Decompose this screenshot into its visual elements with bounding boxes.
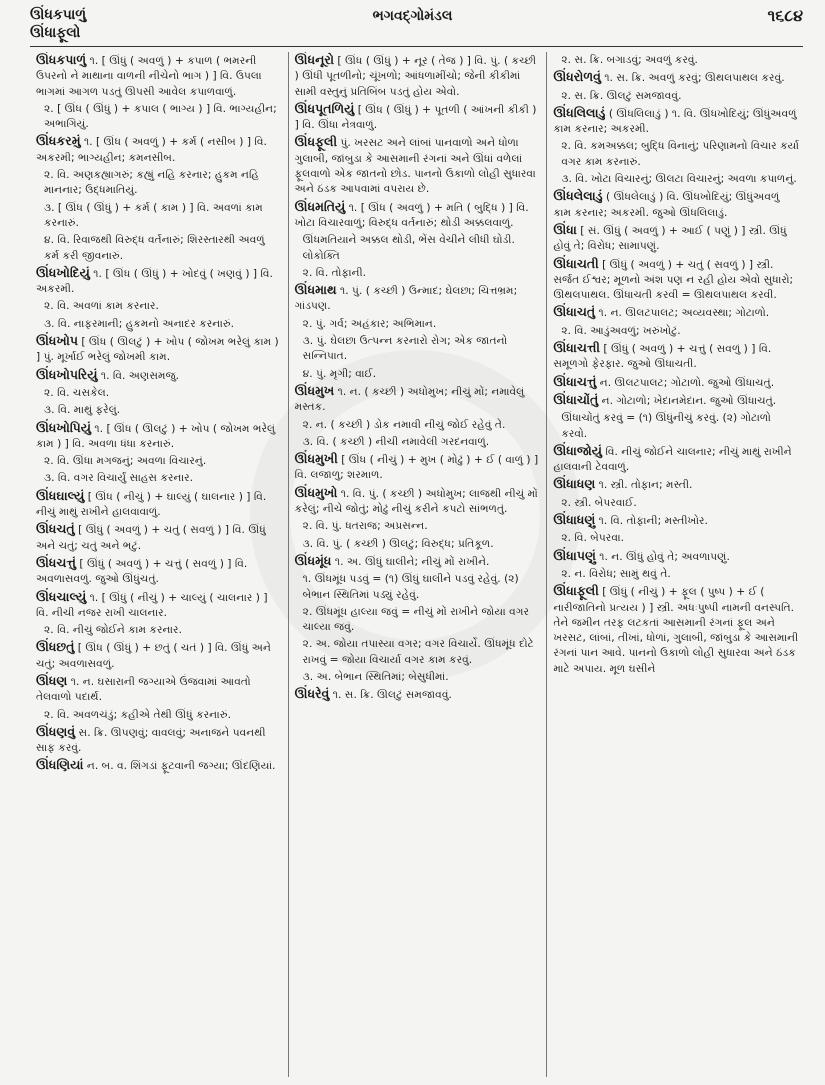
entry-definition: ૨. વિ. અણકહ્યાગરું; કહ્યું નહિ કરનાર; હુકમ નહિ માનનાર; ઉદ્ધમાતિયું.	[44, 168, 259, 197]
entry-definition: ૨. સ. ક્રિ. ઊલટું સમજાવવું.	[561, 88, 682, 102]
dictionary-entry	[36, 52, 282, 99]
entry-headword: ઊંધાધણું	[553, 512, 596, 528]
entry-sense	[303, 333, 541, 364]
dictionary-entry	[36, 488, 282, 520]
entry-definition: [ ઊંધ ( ઊંધું ) + પૂતળી ( આંખની કીકી ) ] વિ. ઊંધા નેત્રવાળું.	[294, 102, 537, 132]
entry-definition: વિ. નીચું જોઈને ચાલનાર; નીચું માથું રાખીને હાલવાની ટેવવાળું.	[553, 444, 792, 474]
entry-definition: [ ઊંધ ( ઊંધું ) + છતું ( ચતં ) ] વિ. ઊંધું અને ચતું; અવળાસવળું.	[36, 641, 272, 670]
entry-definition: ૨. વિ. પું. ધતરાજ; અપ્રસન્ન.	[302, 519, 428, 533]
entry-definition: ન. ગોટાળો; ખેદાનમેદાન. જુઓ ઊંધાચતું.	[601, 393, 777, 407]
entry-sense	[44, 200, 282, 231]
entry-definition: ૩. વિ. પું. ( કચ્છી ) ઊલટું; વિરુદ્ધ; પ્રતિકૂળ.	[302, 536, 494, 550]
entry-definition: ૨. વિ. આડુંઅવળું; ખરુંખોટું.	[561, 323, 681, 337]
dictionary-entry	[36, 265, 282, 297]
dictionary-entry	[295, 451, 541, 483]
dictionary-entry	[553, 105, 799, 137]
dictionary-entry	[553, 443, 799, 475]
entry-sense	[44, 385, 282, 400]
page-number: ૧૬૮૪	[767, 6, 803, 25]
entry-definition: ૪. વિ. રિવાજથી વિરુદ્ધ વર્તનારું; શિરસ્તારથી અવળું કર્મ કરી જીવનારું.	[44, 233, 265, 262]
entry-headword: ઊંધમુખી	[294, 451, 338, 467]
entry-headword: ઊંધરેવું	[294, 686, 330, 702]
entry-definition: ( ઊંધલિલાડું ) ૧. વિ. ઊંધખોદિયું; ઊંધુંઅવળું કામ કરનાર; અકરમી.	[553, 106, 797, 136]
dictionary-entry	[553, 583, 799, 676]
entry-headword: ઊંધમાથ	[294, 282, 337, 298]
entry-definition: [ ઊંધ ( ઊલટું ) + ખોપ ( જોખમ ભરેલું કામ ) ] પું. મૂર્ખાઈ ભરેલું જોખમી કામ.	[36, 335, 279, 364]
entry-headword: ઊંધમૂંધ	[294, 552, 332, 568]
dictionary-entry	[553, 512, 799, 528]
entry-headword: ઊંધછતું	[36, 639, 75, 655]
entry-definition: ૨. વિ. તોફાની.	[302, 265, 367, 279]
entry-definition: ૧. વિ. અણસમજુ.	[100, 368, 180, 382]
entry-definition: ૩. વિ. નાફરમાની; હુકમનો અનાદર કરનારું.	[44, 316, 235, 330]
entry-sense	[303, 316, 541, 331]
dictionary-entry	[295, 686, 541, 702]
dictionary-entry	[295, 134, 541, 196]
running-headword-last: ઊંધાફૂલો	[30, 25, 81, 41]
dictionary-entry	[553, 256, 799, 303]
entry-headword: ઊંધમુખો	[294, 484, 338, 500]
dictionary-entry	[295, 553, 541, 569]
entry-definition: ૩. પું. ઘેલછા ઉત્પન્ન કરનારો રોગ; એક જાતનો સન્નિપાત.	[302, 334, 508, 363]
entry-definition: ૧. ન. ઘસારાની જગ્યાએ ઉંજવામાં આવતો તેલવાળો પદાર્થ.	[36, 674, 251, 704]
entry-headword: ઊંધાચતું	[553, 304, 596, 320]
entry-definition: [ ઊંધું ( નીચું ) + ફૂલ ( પુષ્પ ) + ઈ ( નારીજાતિનો પ્રત્યય ) ] સ્ત્રી. અધઃપુષ્પી નામની વનસ્પતિ. તેને જમીન તરફ લટકતાં આસમાની રંગનાં ફૂલ અને ખરસટ, લાંબાં, તીખાં, ધોળાં, ગુલાબી, જાંબુડા કે આસમાની રંગનાં પાન આવે. પાનનો ઉકાળો લોહી સુધારવા અને ઠંડક માટે અપાય. મૂળ ઘસીને	[553, 585, 799, 675]
entry-headword: ઊંધાચત્તી	[553, 340, 600, 356]
entry-sense	[44, 402, 282, 417]
entry-headword: ઊંધનૂરો	[294, 52, 334, 67]
entry-headword: ઊંધાફૂલી	[553, 583, 599, 599]
dictionary-entry	[36, 757, 282, 773]
entry-definition: [ ઊંધ ( નીચું ) + મુખ ( મોઢું ) + ઈ ( વાળું ) ] વિ. લજાળુ; શરમાળ.	[294, 453, 539, 482]
entry-headword: ઊંધમતિયું	[294, 198, 346, 214]
dictionary-entry	[553, 548, 799, 564]
entry-sense	[303, 232, 541, 263]
entry-sense	[303, 636, 541, 667]
entry-headword: ઊંધકપાળું	[36, 52, 87, 67]
entry-headword: ઊંધમુખ	[294, 382, 335, 398]
column-3	[546, 52, 805, 1077]
dictionary-entry	[553, 222, 799, 254]
entry-definition: ૩. [ ઊંધ ( ઊંધું ) + કર્મ ( કામ ) ] વિ. અવળાં કામ કરનારું.	[44, 200, 263, 229]
dictionary-entry	[553, 374, 799, 390]
entry-definition: ૨. અ. જોયા તપાસ્યા વગર; વગર વિચાર્યે. ઊંધમૂંધ દોટે રાખવું = જોયા વિચાર્યા વગર કામ કરવું.	[302, 637, 534, 666]
entry-definition: ૧. [ ઊંધું ( નીચું ) + ચાલ્યું ( ચાલનાર ) ] વિ. નીચી નજર રાખી ચાલનાર.	[36, 590, 268, 619]
entry-definition: [ સં. ઊંધું ( અવળું ) + આઈ ( પણું ) ] સ્ત્રી. ઊંધું હોવું તે; વિરોધ; સામાપણું.	[553, 223, 787, 253]
entry-definition: ૧. ન. ( કચ્છી ) અધોમુખ; નીચું મોં; નમાવેલું મસ્તક.	[294, 384, 525, 414]
entry-headword: ઊંધલિલાડું	[553, 104, 606, 120]
entry-definition: સ. ક્રિ. ઊપણવું; વાવલવું; અનાજને પવનથી સાફ કરવું.	[36, 725, 266, 755]
entry-headword: ઊંધચાલ્યું	[36, 588, 87, 604]
entry-definition: [ ઊંધું ( અવળું ) + ચત્તું ( સવળું ) ] વિ. અવળાસવળું. જુઓ ઊંધુંચતું.	[36, 556, 248, 586]
entry-sense	[44, 232, 282, 263]
entry-headword: ઊંધણ	[36, 672, 68, 688]
entry-definition: ૧. સ્ત્રી. તોફાન; મસ્તી.	[598, 478, 693, 492]
entry-headword: ઊંધલેલાડું	[553, 188, 603, 204]
entry-definition: ૨. વિ. અવળાં કામ કરનાર.	[44, 299, 159, 313]
entry-definition: ૧. ન. ઊંધું હોવું તે; અવળાપણું.	[599, 549, 730, 563]
entry-definition: ઊંધમતિયાને અક્કલ થોડી, ભેંસ વેચીને લીધી ઘોડી. લોકોક્તિ	[302, 233, 515, 262]
entry-headword: ઊંધા	[553, 221, 577, 237]
entry-headword: ઊંધાચતી	[553, 255, 599, 271]
entry-sense	[303, 366, 541, 381]
entry-definition: ૨. સ. ક્રિ. બગાડવું; અવળું કરવું.	[561, 53, 698, 66]
entry-definition: ૧. ન. ઊલટપાલટ; અવ્યવસ્થા; ગોટાળો.	[598, 306, 770, 320]
dictionary-entry	[36, 420, 282, 452]
entry-headword: ઊંધાચોંતું	[553, 391, 599, 407]
entry-definition: ૨. વિ. બેપરવા.	[561, 531, 624, 545]
entry-definition: ૨. ન. ( કચ્છી ) ડોક નમાવી નીચું જોઈ રહેવું તે.	[302, 417, 506, 431]
entry-sense	[44, 101, 282, 132]
entry-definition: ( ઊંધલેલાડું ) વિ. ઊંધખોદિયું; ઊંધુંઅવળું કામ કરનાર; અકરમી. જુઓ ઊંધલિલાડું.	[553, 190, 780, 219]
column-2	[288, 52, 547, 1077]
column-1	[30, 52, 288, 1077]
entry-sense	[44, 316, 282, 331]
running-headword-first: ઊંધકપાળું	[30, 7, 87, 23]
entry-headword: ઊંધપૂતળિયું	[294, 100, 355, 116]
dictionary-entry	[295, 282, 541, 314]
entry-sense	[561, 171, 799, 186]
entry-definition: ૧. ઊંધમૂંધ પડવું = (૧) ઊંધું ઘાલીને પડવું રહેવું. (૨) બેભાન સ્થિતિમાં પડ્યું રહેવું.	[302, 572, 519, 601]
entry-headword: ઊંધકરમું	[36, 133, 81, 149]
entry-definition: ૩. વિ. માથું ફરેલું.	[44, 403, 121, 417]
dictionary-entry	[295, 52, 541, 99]
entry-definition: ૩. વિ. ( કચ્છી ) નીચી નમાવેલી ગરદનવાળું.	[302, 434, 490, 448]
entry-definition: ૧. [ ઊંધ ( ઊલટું ) + ખોપ ( જોખમ ભરેલું કામ ) ] વિ. અવળા ધંધા કરનારું.	[36, 421, 276, 450]
entry-definition: ૨. પું. ગર્વ; અહંકાર; અભિમાન.	[302, 316, 437, 330]
entry-definition: ૩. વિ. વગર વિચાર્યું સાહસ કરનાર.	[44, 471, 194, 485]
dictionary-entry	[36, 589, 282, 621]
dictionary-entry	[553, 304, 799, 320]
entry-definition: ૧. અ. ઊંધું ઘાલીને; નીચું મોં રાખીને.	[334, 554, 490, 568]
entry-definition: ૧. [ ઊંધ ( અવળું ) + મતિ ( બુદ્ધિ ) ] વિ. ખોટા વિચારવાળું; વિરુદ્ધ વર્તનારું; થોડી અક્કલવાળું.	[294, 200, 529, 229]
entry-sense	[561, 88, 799, 103]
dictionary-entry	[36, 367, 282, 383]
entry-definition: ૨. વિ. અવળચંડું; કહીએ તેથી ઊંધું કરનારું.	[44, 707, 231, 721]
entry-definition: ૩. વિ. ખોટા વિચારનું; ઊલટા વિચારનું; અવળા કપાળનું.	[561, 172, 797, 186]
entry-definition: [ ઊંધ ( નીચું ) + ઘાલ્યું ( ઘાલનાર ) ] વિ. નીચું માથું રાખીને હાલવાવાળું.	[36, 489, 267, 519]
dictionary-title: ભગવદ્ગોમંડલ	[372, 8, 453, 24]
dictionary-columns	[30, 52, 805, 1077]
entry-headword: ઊંધણિયાં	[36, 757, 84, 773]
entry-sense	[303, 417, 541, 432]
entry-sense	[561, 410, 799, 441]
entry-definition: ૨. વિ. ચસકેલ.	[44, 385, 110, 399]
dictionary-entry	[553, 188, 799, 220]
entry-definition: ૨. [ ઊંધ ( ઊંધું ) + કપાલ ( ભાગ્ય ) ] વિ. ભાગ્યહીન; અભાગિયું.	[44, 101, 277, 131]
dictionary-entry	[36, 673, 282, 705]
entry-definition: [ ઊંધું ( અવળું ) + ચતું ( સવળું ) ] વિ. ઊંધું અને ચતું; ચતું અને ભટું.	[36, 523, 266, 552]
entry-sense	[561, 566, 799, 581]
entry-definition: ન. ઊલટપાલટ; ગોટાળો. જુઓ ઊંધાચતું.	[599, 375, 775, 389]
entry-definition: ૨. સ્ત્રી. બેપરવાઈ.	[561, 495, 637, 509]
entry-headword: ઊંધખોપરિયું	[36, 366, 98, 382]
entry-definition: ૧. [ ઊંધું ( અવળું ) + કપાળ ( ભમરની ઉપરનો ને માથાના વાળની નીચેનો ભાગ ) ] વિ. ઉપલા ભાગમાં આગળ પડતું ઊપસી આવેલ કપાળવાળું.	[36, 54, 262, 98]
entry-definition: ૩. અ. બેભાન સ્થિતિમાં; બેસુધીમાં.	[302, 669, 449, 683]
entry-sense	[303, 604, 541, 635]
entry-definition: [ ઊંધ ( ઊંધું ) + નૂર ( તેજ ) ] વિ. પું. ( કચ્છી ) ઊંધી પૂતળીનો; ચૂંખળો; આંધળામીંચો; જેની કીકીમાં સામી વસ્તુનું પ્રતિબિંબ પડતું હોય એવો.	[294, 54, 537, 98]
entry-definition: ૧. પું. ( કચ્છી ) ઉન્માદ; ઘેલછા; ચિત્તભ્રમ; ગાંડપણ.	[294, 284, 518, 313]
entry-definition: ૧. [ ઊંધ ( ઊંધું ) + ખોદવું ( ખણવું ) ] વિ. અકરમી.	[36, 266, 273, 296]
entry-definition: પું. ખરસટ અને લાંબાં પાનવાળો અને ધોળા ગુલાબી, જાંબુડા કે આસમાની રંગનાં અને ઊંધાં વળેલાં ફૂલવાળો એક જાતનો છોડ. પાનનો ઉકાળો લોહી સુધારવા અને ઠંડક આપવામાં વપરાય છે.	[294, 136, 536, 196]
entry-sense	[44, 167, 282, 198]
entry-headword: ઊંધખોપ	[36, 333, 78, 349]
entry-sense	[44, 622, 282, 637]
dictionary-entry	[36, 133, 282, 165]
entry-definition: ન. બ. વ. શિંગડાં ફૂટવાની જગ્યા; ઊંદણિયાં.	[86, 759, 276, 773]
dictionary-entry	[295, 383, 541, 415]
dictionary-entry	[295, 199, 541, 231]
entry-headword: ઊંધાચત્તું	[553, 373, 597, 389]
entry-sense	[44, 298, 282, 313]
entry-definition: ૧. વિ. તોફાની; મસ્તીખોર.	[598, 514, 708, 528]
entry-sense	[44, 453, 282, 468]
entry-sense	[561, 495, 799, 510]
entry-headword: ઊંધાધણ	[553, 476, 596, 492]
entry-sense	[303, 518, 541, 533]
dictionary-entry	[553, 69, 799, 85]
entry-definition: ૧. સ. ક્રિ. અવળું કરવું; ઊથલપાથલ કરવું.	[604, 71, 785, 85]
entry-definition: ૨. ઊંધમૂંધ હાલ્યા જવું = નીચું મોં રાખીને જોયા વગર ચાલ્યા જવું.	[302, 604, 530, 634]
dictionary-entry	[36, 521, 282, 553]
entry-definition: ૨. વિ. કમઅક્કલ; બુદ્ધિ વિનાનું; પરિણામનો વિચાર કર્યા વગર કામ કરનારું.	[561, 139, 800, 168]
entry-headword: ઊંધખોપિયું	[36, 419, 92, 435]
dictionary-entry	[553, 340, 799, 372]
entry-definition: ૧. વિ. પું. ( કચ્છી ) અધોમુખ; લાજથી નીચું મોં કરેલું; નીચે જોતું; મોઢું નીચું કરીને કપટો સાંભળતું.	[294, 486, 538, 516]
entry-definition: ૧. [ ઊંધ ( અવળું ) + કર્મ ( નસીબ ) ] વિ. અકરમી; ભાગ્યહીન; કમનસીબ.	[36, 135, 267, 164]
dictionary-entry	[553, 392, 799, 408]
dictionary-entry	[553, 476, 799, 492]
entry-sense	[44, 470, 282, 485]
entry-headword: ઊંધચતું	[36, 521, 75, 537]
dictionary-entry	[36, 639, 282, 671]
dictionary-entry	[295, 101, 541, 133]
entry-definition: ઊંધાચોંતું કરવું = (૧) ઊંધુંનીચું કરવું. (૨) ગોટાળો કરવો.	[561, 411, 771, 440]
entry-sense	[561, 52, 799, 67]
entry-definition: [ ઊંધું ( અવળું ) + ચતું ( સવળું ) ] સ્ત્રી. સર્જત ઈશ્વર; મૂળનો અંશ પણ ન રહી હોય એવો સુધારો; ઊથલપાથલ. ઊંધાચતી કરવી = ઊથલપાથલ કરવી.	[553, 257, 794, 302]
entry-headword: ઊંધાજોયું	[553, 442, 603, 458]
dictionary-entry	[36, 333, 282, 365]
entry-sense	[561, 530, 799, 545]
entry-headword: ઊંધફૂલી	[294, 134, 338, 150]
entry-definition: ૨. ન. વિરોધ; સામું થવું તે.	[561, 566, 671, 580]
entry-headword: ઊંધણવું	[36, 723, 76, 739]
dictionary-entry	[295, 485, 541, 517]
entry-sense	[303, 536, 541, 551]
header-divider	[30, 46, 803, 47]
entry-sense	[303, 434, 541, 449]
entry-headword: ઊંધખોદિયું	[36, 264, 90, 280]
dictionary-entry	[36, 724, 282, 756]
entry-definition: ૪. પું. મૃગી; વાઈ.	[302, 366, 377, 380]
entry-sense	[303, 669, 541, 684]
entry-headword: ઊંધાપણું	[553, 547, 596, 563]
entry-sense	[561, 323, 799, 338]
entry-sense	[303, 571, 541, 602]
entry-definition: ૧. સ. ક્રિ. ઊલટું સમજાવવું.	[332, 688, 452, 702]
dictionary-entry	[36, 555, 282, 587]
entry-sense	[561, 138, 799, 169]
entry-headword: ઊંધચત્તું	[36, 554, 76, 570]
entry-definition: ૨. વિ. નીચું જોઈને કામ કરનાર.	[44, 623, 182, 637]
entry-sense	[303, 265, 541, 280]
entry-definition: ૨. વિ. ઊંધા મગજનું; અવળા વિચારનું.	[44, 454, 207, 468]
entry-sense	[44, 707, 282, 722]
entry-headword: ઊંધરોળવું	[553, 69, 601, 85]
entry-definition: [ ઊંધું ( અવળું ) + ચત્તું ( સવળું ) ] વિ. સમૂળગો ફેરફાર. જુઓ ઊંધાચતી.	[553, 342, 772, 371]
entry-headword: ઊંધઘાલ્યું	[36, 487, 85, 503]
